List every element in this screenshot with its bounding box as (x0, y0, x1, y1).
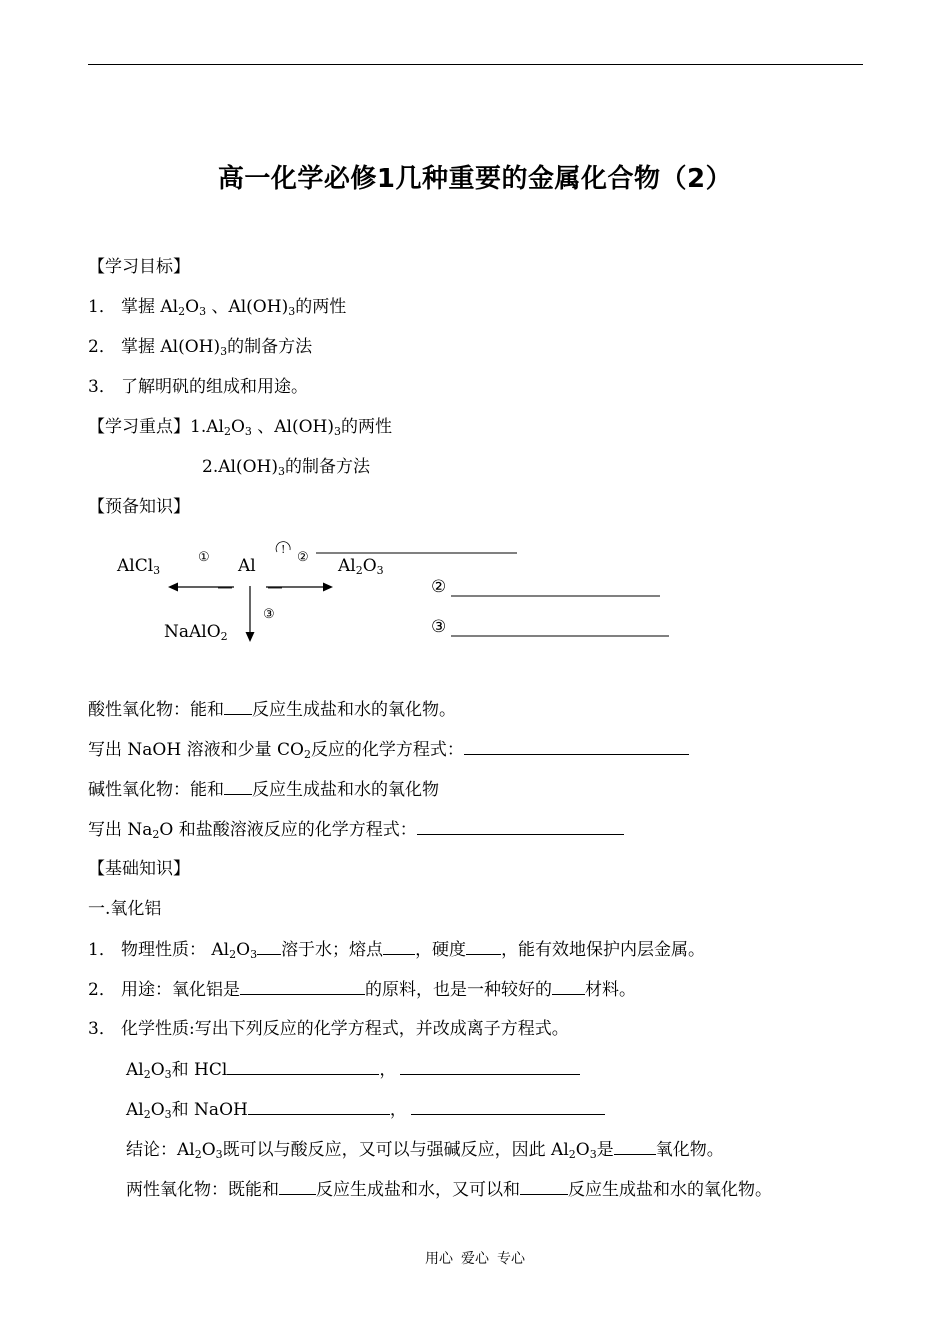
al2o3-label: $Al_2O_3$ (338, 556, 384, 577)
prep-header: 【预备知识】 (88, 497, 190, 517)
fill-blank[interactable] (240, 978, 365, 995)
fill-blank[interactable] (257, 938, 281, 955)
fill-blank[interactable] (224, 778, 252, 795)
goal-item-3: 3． 了解明矾的组成和用途。 (88, 377, 308, 397)
acid-oxide-line: 酸性氧化物：能和 反应生成盐和水的氧化物。 (88, 700, 456, 720)
naoh-co2-line: 写出 NaOH 溶液和少量 $CO_2$反应的化学方程式： (88, 738, 689, 761)
ionic-equation-blank[interactable] (400, 1058, 580, 1075)
arrow-label-1: ① (198, 550, 210, 565)
answer-blank[interactable] (417, 818, 624, 835)
goals-header: 【学习目标】 (88, 257, 190, 277)
basic-item-1: 1． 物理性质： $Al_2O_3$ 溶于水；熔点 ，硬度 ，能有效地保护内层金属。 (88, 940, 706, 961)
focus-header: 【学习重点】 (88, 417, 190, 437)
basic-header: 【基础知识】 (88, 859, 190, 879)
fill-blank[interactable] (383, 938, 415, 955)
focus-line-2: $2.Al(OH)_3$的制备方法 (202, 457, 370, 478)
goal-item-2: 2． 掌握 $Al(OH)_3$的制备方法 (88, 337, 313, 358)
fill-blank[interactable] (520, 1178, 568, 1195)
focus-line-1: 【学习重点】$1.Al_2O_3$ 、$Al(OH)_3$的两性 (88, 417, 393, 438)
arrow-label-2: ② (297, 550, 309, 565)
fill-blank[interactable] (614, 1138, 656, 1155)
basic-item-3: 3． 化学性质:写出下列反应的化学方程式，并改成离子方程式。 (88, 1019, 569, 1039)
reaction-al2o3-hcl: $Al_2O_3$和 HCl ， (126, 1058, 580, 1081)
answer-label-3: ③ (431, 617, 447, 637)
na2o-hcl-line: 写出 $Na_2O$ 和盐酸溶液反应的化学方程式： (88, 818, 624, 841)
fill-blank[interactable] (279, 1178, 316, 1195)
document-title: 高一化学必修1几种重要的金属化合物（2） (217, 164, 733, 194)
ionic-equation-blank[interactable] (411, 1098, 605, 1115)
svg-text:!: ! (281, 543, 286, 556)
page-footer: 用心 爱心 专心 (425, 1251, 525, 1267)
basic-item-2: 2． 用途：氧化铝是 的原料，也是一种较好的 材料。 (88, 980, 636, 1000)
al-label: Al (238, 556, 256, 576)
section-title: 一.氧化铝 (88, 899, 162, 919)
fill-blank[interactable] (224, 698, 252, 715)
equation-blank[interactable] (248, 1098, 390, 1115)
goal-item-1: 1． 掌握 $Al_2O_3$ 、$Al(OH)_3$的两性 (88, 297, 347, 318)
amphoteric-definition: 两性氧化物：既能和 反应生成盐和水，又可以和 反应生成盐和水的氧化物。 (126, 1180, 772, 1200)
answer-blank[interactable] (464, 738, 689, 755)
fill-blank[interactable] (466, 938, 501, 955)
reaction-al2o3-naoh: $Al_2O_3$和 NaOH ， (126, 1098, 605, 1121)
arrow-label-3: ③ (263, 607, 275, 622)
answer-label-2: ② (431, 577, 447, 597)
naalo2-label: NaAlO$_2$ (164, 622, 228, 643)
alcl3-label: AlCl$_3$ (117, 556, 161, 577)
equation-blank[interactable] (227, 1058, 379, 1075)
basic-oxide-line: 碱性氧化物：能和 反应生成盐和水的氧化物 (88, 780, 439, 800)
fill-blank[interactable] (552, 978, 585, 995)
conclusion-line: 结论：$Al_2O_3$既可以与酸反应，又可以与强碱反应，因此 $Al_2O_3$是 氧化物。 (126, 1140, 724, 1161)
